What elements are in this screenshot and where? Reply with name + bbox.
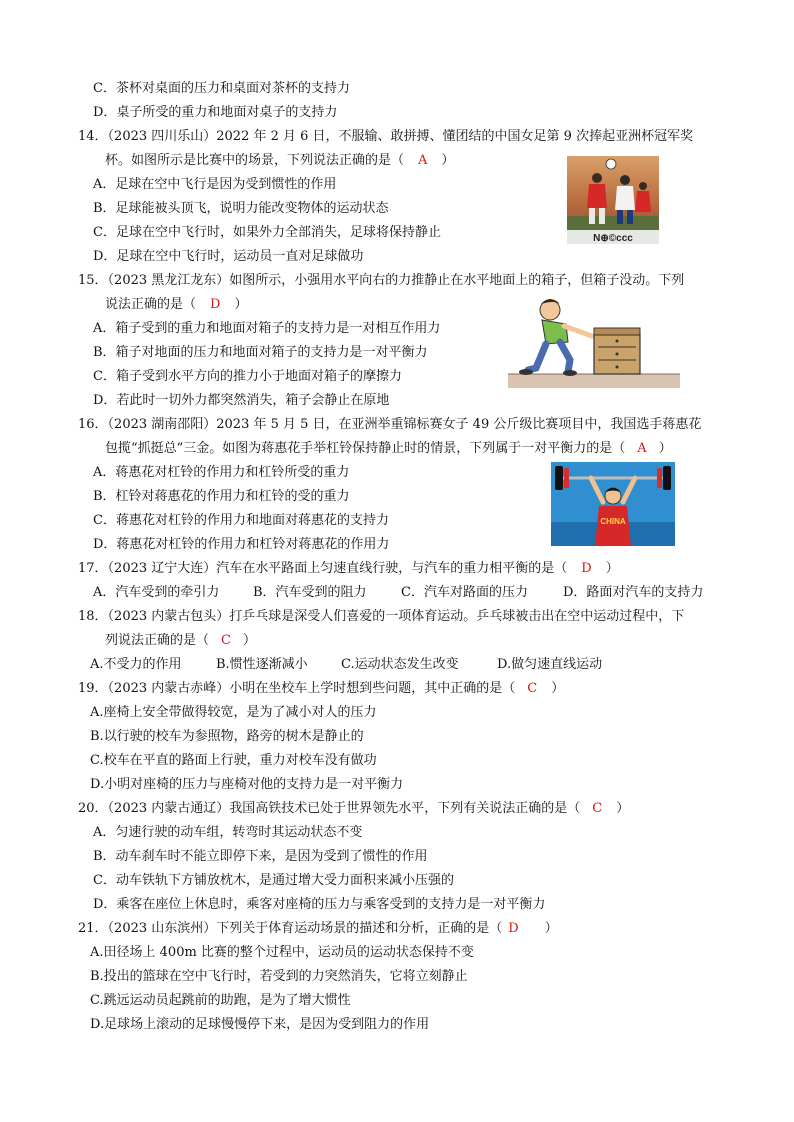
- q17-option-c: C．汽车对路面的压力: [401, 585, 528, 600]
- q16-option-b: B．杠铃对蒋惠花的作用力和杠铃的受的重力: [93, 489, 350, 504]
- q15-answer: D: [210, 297, 221, 312]
- q19-option-d: D.小明对座椅的压力与座椅对他的支持力是一对平衡力: [90, 777, 404, 792]
- q20-answer: C: [592, 801, 603, 816]
- q19-option-c: C.校车在平直的路面上行驶，重力对校车没有做功: [90, 753, 377, 768]
- q15-option-a: A．箱子受到的重力和地面对箱子的支持力是一对相互作用力: [93, 321, 441, 336]
- q14-paren-close: ）: [441, 153, 455, 168]
- boy-pushing-box-illustration: [508, 290, 680, 388]
- q14-option-b: B．足球能被头顶飞，说明力能改变物体的运动状态: [93, 201, 389, 216]
- q14-option-d: D．足球在空中飞行时，运动员一直对足球做功: [93, 249, 364, 264]
- q16-answer: A: [637, 441, 647, 456]
- q18-stem-line2: [105, 632, 256, 650]
- q21-option-d: D.足球场上滚动的足球慢慢停下来，是因为受到阻力的作用: [90, 1017, 430, 1032]
- q20-stem-text: 20．（2023 内蒙古通辽）我国高铁技术已处于世界领先水平，下列有关说法正确的是（: [78, 801, 581, 816]
- q18-stem-text: 列说法正确的是（: [105, 633, 210, 648]
- q15-option-c: C．箱子受到水平方向的推力小于地面对箱子的摩擦力: [93, 369, 402, 384]
- q14-stem-line2: [105, 152, 454, 170]
- q16-stem-text: 包揽“抓挺总”三金。如图为蒋惠花手举杠铃保持静止时的情景，下列属于一对平衡力的是（: [105, 441, 626, 456]
- q16-option-c: C．蒋惠花对杠铃的作用力和地面对蒋惠花的支持力: [93, 513, 389, 528]
- q17-answer: D: [581, 561, 592, 576]
- q17-paren-close: ）: [605, 561, 619, 576]
- q19-paren-close: ）: [551, 681, 565, 696]
- q18-option-d: D.做匀速直线运动: [497, 657, 603, 672]
- q21-stem-text: 21．（2023 山东滨州）下列关于体育运动场景的描述和分析，正确的是（: [78, 921, 503, 936]
- photo-sponsor-text: N⊕©ccc: [593, 233, 633, 244]
- q16-paren-close: ）: [658, 441, 672, 456]
- q17-option-b: B．汽车受到的阻力: [253, 585, 367, 600]
- q15-option-d: D．若此时一切外力都突然消失，箱子会静止在原地: [93, 393, 390, 408]
- q16-stem-line1: 16．（2023 湖南邵阳）2023 年 5 月 5 日，在亚洲举重锦标赛女子 49 公斤级比赛项目中，我国选手蒋惠花: [78, 417, 702, 432]
- q16-stem-line2: [105, 440, 672, 458]
- q16-option-d: D．蒋惠花对杠铃的作用力和杠铃对蒋惠花的作用力: [93, 537, 390, 552]
- q20-option-b: B．动车刹车时不能立即停下来，是因为受到了惯性的作用: [93, 849, 428, 864]
- q21-answer: D: [508, 921, 519, 936]
- q18-answer: C: [221, 633, 231, 648]
- q21-stem: [78, 920, 558, 938]
- q15-paren-close: ）: [234, 297, 248, 312]
- q21-paren-close: ）: [544, 921, 558, 936]
- q19-answer: C: [527, 681, 538, 696]
- q14-option-a: A．足球在空中飞行是因为受到惯性的作用: [93, 177, 337, 192]
- q15-stem-line2: [105, 296, 247, 314]
- q19-option-b: B.以行驶的校车为参照物，路旁的树木是静止的: [90, 729, 364, 744]
- weightlifter-photo: [551, 462, 675, 546]
- q20-option-a: A．匀速行驶的动车组，转弯时其运动状态不变: [93, 825, 363, 840]
- q15-stem-line1: 15．（2023 黑龙江龙东）如图所示，小强用水平向右的力推静止在水平地面上的箱子，但箱子没动。下列: [78, 273, 685, 288]
- photo-jersey-text: CHINA: [600, 517, 626, 526]
- q18-option-c: C.运动状态发生改变: [341, 657, 459, 672]
- q15-stem-text: 说法正确的是（: [105, 297, 197, 312]
- q14-option-c: C．足球在空中飞行时，如果外力全部消失，足球将保持静止: [93, 225, 441, 240]
- q17-option-a: A．汽车受到的牵引力: [93, 585, 220, 600]
- q18-option-b: B.惯性逐渐减小: [216, 657, 308, 672]
- q14-answer: A: [418, 153, 428, 168]
- football-match-photo: [567, 156, 659, 244]
- q14-stem-text: 杯。如图所示是比赛中的场景，下列说法正确的是（: [105, 153, 405, 168]
- q16-option-a: A．蒋惠花对杠铃的作用力和杠铃所受的重力: [93, 465, 350, 480]
- q17-stem: [78, 560, 619, 578]
- q21-option-c: C.跳远运动员起跳前的助跑，是为了增大惯性: [90, 993, 351, 1008]
- q17-option-d: D．路面对汽车的支持力: [563, 585, 704, 600]
- q20-option-d: D．乘客在座位上休息时，乘客对座椅的压力与乘客受到的支持力是一对平衡力: [93, 897, 546, 912]
- q14-stem-line1: 14．（2023 四川乐山）2022 年 2 月 6 日，不服输、敢拼搏、懂团结的中国女足第 9 次捧起亚洲杯冠军奖: [78, 129, 694, 144]
- q19-option-a: A.座椅上安全带做得较宽，是为了减小对人的压力: [90, 705, 377, 720]
- q13-option-d: D．桌子所受的重力和地面对桌子的支持力: [93, 105, 338, 120]
- q17-stem-text: 17．（2023 辽宁大连）汽车在水平路面上匀速直线行驶，与汽车的重力相平衡的是（: [78, 561, 568, 576]
- q18-option-a: A.不受力的作用: [90, 657, 182, 672]
- q20-option-c: C．动车铁轨下方铺放枕木，是通过增大受力面积来减小压强的: [93, 873, 454, 888]
- q19-stem: [78, 680, 564, 698]
- q15-option-b: B．箱子对地面的压力和地面对箱子的支持力是一对平衡力: [93, 345, 428, 360]
- q21-option-b: B.投出的篮球在空中飞行时，若受到的力突然消失，它将立刻静止: [90, 969, 468, 984]
- q18-paren-close: ）: [242, 633, 256, 648]
- q20-paren-close: ）: [616, 801, 630, 816]
- q13-option-c: C．茶杯对桌面的压力和桌面对茶杯的支持力: [93, 81, 350, 96]
- q18-stem-line1: 18．（2023 内蒙古包头）打乒乓球是深受人们喜爱的一项体育运动。乒乓球被击出在空中运动过程中，下: [78, 609, 685, 624]
- q19-stem-text: 19．（2023 内蒙古赤峰）小明在坐校车上学时想到些问题，其中正确的是（: [78, 681, 516, 696]
- q21-option-a: A.田径场上 400m 比赛的整个过程中，运动员的运动状态保持不变: [90, 945, 474, 960]
- q20-stem: [78, 800, 629, 818]
